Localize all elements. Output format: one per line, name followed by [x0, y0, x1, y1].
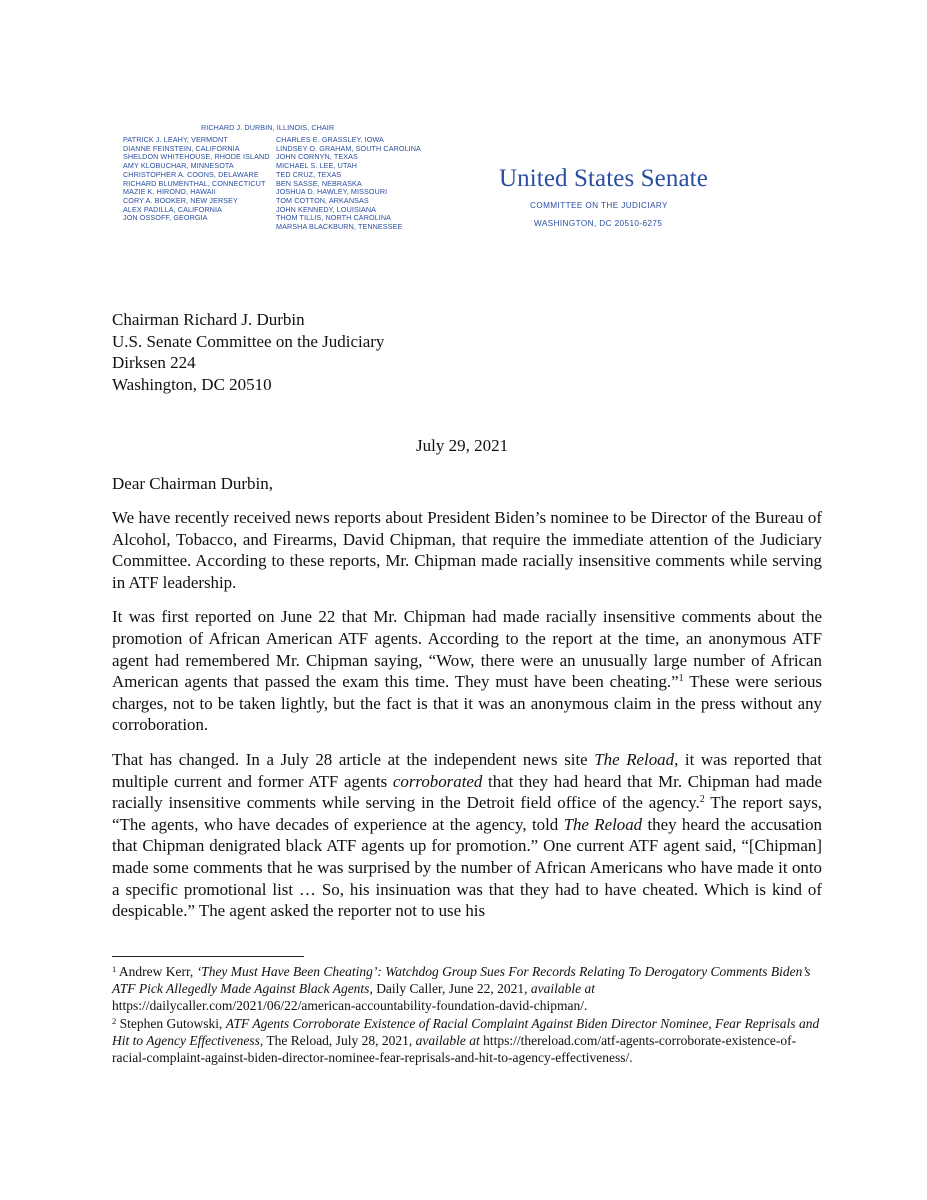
- paragraph-2: It was first reported on June 22 that Mr. Chipman had made racially insensitive comments about the promotion of African American ATF agents. According to the report at the time, an anonymous ATF agent had remembered Mr. Chipman saying, “Wow, there were an unusually large number of African American agents that passed the exam this time. They must have been cheating.”$^1$ These were serious charges, not to be taken lightly, but the fact is that it was an anonymous claim in the press without any corroboration.: [112, 607, 822, 735]
- member-name: CORY A. BOOKER, NEW JERSEY: [123, 195, 238, 205]
- recipient-line: Dirksen 224: [112, 353, 196, 372]
- member-name: SHELDON WHITEHOUSE, RHODE ISLAND: [123, 152, 270, 162]
- letter-body: [112, 507, 822, 935]
- committee-name: COMMITTEE ON THE JUDICIARY: [530, 201, 668, 210]
- footnote-1: $^1$ Andrew Kerr, ‘They Must Have Been Cheating’: Watchdog Group Sues For Records Relating To Derogatory Comments Biden’s ATF Pick Allegedly Made Against Black Agents, Daily Caller, June 22, 2021, available at https://dailycaller.com/2021/06/22/american-accountability-foundation-david-chipman/.: [112, 964, 811, 1014]
- member-name: DIANNE FEINSTEIN, CALIFORNIA: [123, 143, 240, 153]
- member-name: TED CRUZ, TEXAS: [276, 169, 342, 179]
- member-name: BEN SASSE, NEBRASKA: [276, 178, 362, 188]
- recipient-line: U.S. Senate Committee on the Judiciary: [112, 331, 385, 351]
- member-name: CHARLES E. GRASSLEY, IOWA: [276, 135, 384, 144]
- member-name: TOM COTTON, ARKANSAS: [276, 195, 369, 205]
- member-name: CHRISTOPHER A. COONS, DELAWARE: [123, 169, 259, 179]
- member-name: RICHARD BLUMENTHAL, CONNECTICUT: [123, 178, 266, 188]
- member-name: JON OSSOFF, GEORGIA: [123, 213, 208, 223]
- footnotes: [112, 963, 822, 1066]
- member-name: MICHAEL S. LEE, UTAH: [276, 161, 358, 171]
- member-name: MAZIE K. HIRONO, HAWAII: [123, 187, 216, 197]
- minority-members-list: [276, 136, 421, 232]
- footnote-ref-1: 1: [678, 673, 684, 685]
- footnote-divider: [112, 956, 304, 957]
- footnote-2: $^2$ Stephen Gutowski, ATF Agents Corroborate Existence of Racial Complaint Against Biden Director Nominee, Fear Reprisals and Hit to Agency Effectiveness, The Reload, July 28, 2021, available at https://thereload.com/atf-agents-corroborate-existence-of-racial-complaint-against-biden-director-nominee-fear-reprisals-and-hit-to-agency-effectiveness/.: [112, 1015, 820, 1066]
- recipient-line: Chairman Richard J. Durbin: [112, 310, 305, 329]
- paragraph-1: We have recently received news reports about President Biden’s nominee to be Director of the Bureau of Alcohol, Tobacco, and Firearms, David Chipman, that require the immediate attention of the Judiciary Committee. According to these reports, Mr. Chipman made racially insensitive comments while serving in ATF leadership.: [112, 508, 822, 592]
- member-name: AMY KLOBUCHAR, MINNESOTA: [123, 161, 234, 171]
- footnote-1-url: https://dailycaller.com/2021/06/22/american-accountability-foundation-david-chipman/.: [112, 998, 588, 1014]
- senate-address: WASHINGTON, DC 20510-6275: [534, 219, 663, 228]
- footnote-ref-2: 2: [699, 794, 705, 806]
- paragraph-3: That has changed. In a July 28 article at the independent news site The Reload, it was reported that multiple current and former ATF agents corroborated that they had heard that Mr. Chipman had made racially insensitive comments while serving in the Detroit field office of the agency.$^2$ The report says, “The agents, who have decades of experience at the agency, told The Reload they heard the accusation that Chipman denigrated black ATF agents up for promotion.” One current ATF agent said, “[Chipman] made some comments that he was surprised by the number of African Americans who have made it onto a specific promotional list … So, his insinuation was that they had to have cheated. Which is kind of despicable.” The agent asked the reporter not to use his: [112, 749, 823, 921]
- letterhead: [0, 0, 927, 240]
- salutation: Dear Chairman Durbin,: [112, 474, 273, 493]
- member-name: JOHN KENNEDY, LOUISIANA: [276, 204, 377, 214]
- member-name: THOM TILLIS, NORTH CAROLINA: [276, 213, 392, 223]
- footnote-2-url: https://thereload.com/atf-agents-corroborate-existence-of-racial-complaint-against-biden-director-nominee-fear-reprisals-and-hit-to-agency-effectiveness/.: [112, 1032, 797, 1066]
- senate-title: United States Senate: [499, 165, 708, 192]
- member-name: LINDSEY O. GRAHAM, SOUTH CAROLINA: [276, 143, 421, 153]
- member-name: ALEX PADILLA, CALIFORNIA: [123, 204, 222, 214]
- recipient-line: Washington, DC 20510: [112, 374, 272, 394]
- committee-chair: RICHARD J. DURBIN, ILLINOIS, CHAIR: [201, 123, 335, 132]
- majority-members-list: [123, 136, 270, 223]
- member-name: JOHN CORNYN, TEXAS: [276, 152, 358, 162]
- member-name: MARSHA BLACKBURN, TENNESSEE: [276, 222, 403, 232]
- letter-date: July 29, 2021: [416, 436, 509, 455]
- member-name: PATRICK J. LEAHY, VERMONT: [123, 135, 228, 144]
- recipient-address-block: [112, 309, 384, 395]
- member-name: JOSHUA D. HAWLEY, MISSOURI: [276, 187, 388, 197]
